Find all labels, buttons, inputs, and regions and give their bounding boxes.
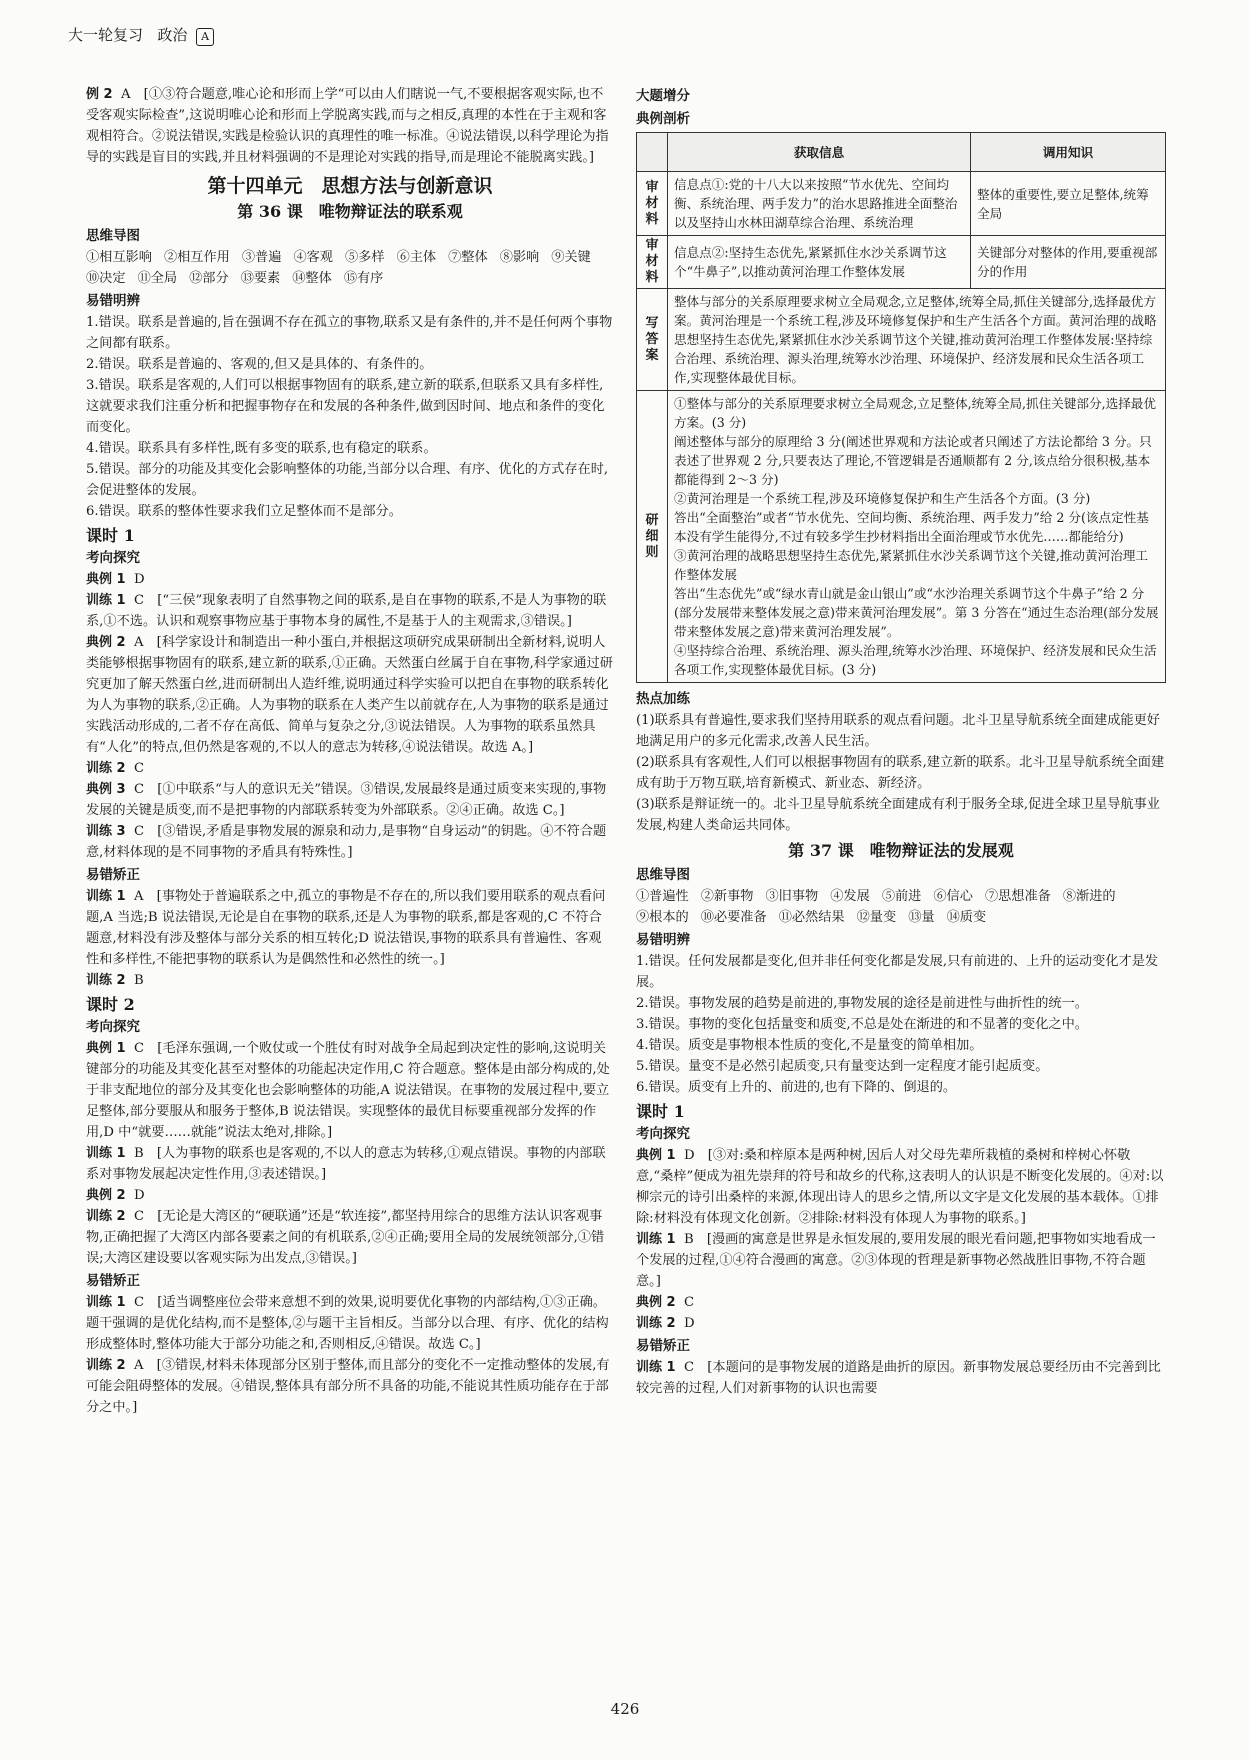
- errors-list-37: [636, 951, 1166, 1098]
- mindmap-item: ⑮有序: [343, 271, 384, 286]
- mindmap-item: ⑧影响: [499, 250, 540, 265]
- knowledge-cell: 关键部分对整体的作用,要重视部分的作用: [971, 236, 1166, 289]
- keshi-1-correction-items-37: [636, 1357, 1166, 1399]
- mindmap-item: ⑪必然结果: [778, 910, 845, 925]
- error-item: 6.错误。质变有上升的、前进的,也有下降的、倒退的。: [636, 1080, 957, 1095]
- answer-item: [636, 1229, 1166, 1292]
- error-item: 2.错误。事物发展的趋势是前进的,事物发展的途径是前进性与曲折性的统一。: [636, 996, 1088, 1011]
- error-item: 1.错误。任何发展都是变化,但并非任何变化都是发展,只有前进的、上升的运动变化才是发展。: [636, 954, 1159, 990]
- error-item: 3.错误。事物的变化包括量变和质变,不总是处在渐进的和不显著的变化之中。: [636, 1017, 1088, 1032]
- answer-text: B: [125, 973, 144, 988]
- dati-heading: 大题增分: [636, 88, 690, 104]
- error-item: 6.错误。联系的整体性要求我们立足整体而不是部分。: [86, 504, 402, 519]
- row-label: 审 材 料: [637, 236, 668, 289]
- col-header-info: 获取信息: [668, 133, 971, 172]
- info-cell: 信息点①:党的十八大以来按照“节水优先、空间均衡、系统治理、两手发力”的治水思路推进全面整治以及坚持山水林田湖草综合治理、系统治理: [668, 172, 971, 236]
- error-item: 4.错误。联系具有多样性,既有多变的联系,也有稳定的联系。: [86, 441, 437, 456]
- errors-list: [86, 312, 614, 522]
- mindmap-item: ⑩必要准备: [700, 910, 767, 925]
- answer-item: [86, 886, 614, 970]
- answer-label: 训练 1: [86, 593, 126, 608]
- book-title: 大一轮复习: [68, 26, 144, 44]
- answer-text: D [③对:桑和梓原本是两种树,因后人对父母先辈所栽植的桑树和梓树心怀敬意,“桑梓”便成为祖先崇拜的符号和故乡的代称,这表明人的认识是不断变化发展的。④对:以柳宗元的诗引出桑梓的来源,体现出诗人的思乡之情,所以文字是文化发展的基本载体。①排除:材料没有体现文化创新。②排除:材料没有体现人为事物的联系。]: [636, 1148, 1164, 1226]
- hot-heading: 热点加练: [636, 691, 690, 707]
- answer-label: 训练 2: [86, 1358, 126, 1373]
- answer-item: [86, 1143, 614, 1185]
- answer-text: D: [675, 1316, 695, 1331]
- mindmap-item: ⑭整体: [292, 271, 332, 286]
- table-row: [637, 391, 1166, 683]
- yicuo-jiaozheng-heading: 易错矫正: [86, 867, 140, 883]
- answer-text: C [本题问的是事物发展的道路是曲折的原因。新事物发展总要经历由不完善到比较完善的过程,人们对新事物的认识也需要: [636, 1360, 1161, 1396]
- mindmap-item: ⑧渐进的: [1062, 889, 1116, 904]
- answer-text: A [事物处于普遍联系之中,孤立的事物是不存在的,所以我们要用联系的观点看问题,A 当选;B 说法错误,无论是自在事物的联系,还是人为事物的联系,都是客观的,C 不符合题意,材料没有涉及整体与部分关系的相互转化;D 说法错误,事物的联系具有普遍性、客观性和多样性,不能把事物的联系认为是偶然性和必然性的统一。]: [86, 889, 606, 967]
- answer-item: [86, 821, 614, 863]
- answer-text: D: [125, 1188, 145, 1203]
- answer-item: [86, 569, 614, 590]
- answer-text: C [适当调整座位会带来意想不到的效果,说明要优化事物的内部结构,①③正确。题干强调的是优化结构,而不是整体,②与题干主旨相反。当部分以合理、有序、优化的结构形成整体时,整体功能大于部分功能之和,否则相反,④错误。故选 C。]: [86, 1295, 609, 1352]
- mindmap-item: ⑩决定: [86, 271, 126, 286]
- answer-text: B [漫画的寓意是世界是永恒发展的,要用发展的眼光看问题,把事物如实地看成一个发展的过程,①④符合漫画的寓意。②③体现的哲理是新事物必然战胜旧事物,不符合题意。]: [636, 1232, 1156, 1289]
- keshi-1-items: [86, 569, 614, 863]
- mindmap-heading: 思维导图: [86, 228, 140, 244]
- mindmap-item: ⑦整体: [448, 250, 488, 265]
- mindmap-item: ⑫部分: [189, 271, 229, 286]
- mindmap-item: ⑥主体: [396, 250, 437, 265]
- mindmap-item: ⑨关键: [551, 250, 591, 265]
- answer-text: C: [125, 761, 145, 776]
- dianli-heading: 典例剖析: [636, 111, 690, 127]
- error-item: 5.错误。部分的功能及其变化会影响整体的功能,当部分以合理、有序、优化的方式存在时,会促进整体的发展。: [86, 462, 609, 498]
- answer-item: [86, 779, 614, 821]
- answer-text: A [科学家设计和制造出一种小蛋白,并根据这项研究成果研制出全新材料,说明人类能够根据事物固有的联系,建立新的联系,①正确。天然蛋白丝属于自在事物,科学家通过研究更加了解天然蛋白丝,进而研制出人造纤维,说明通过科学实验可以把自在事物的联系转化为人为事物的联系,②正确。人为事物的联系在人类产生以前就存在,人为事物的联系是通过实践活动形成的,二者不存在高低、简单与复杂之分,③说法错误。人为事物的联系虽然具有“人化”的特点,但仍然是客观的,不以人的意志为转移,④说法错误。故选 A。]: [86, 635, 613, 755]
- answer-label: 典例 1: [86, 1041, 126, 1056]
- lesson-36-title: 第 36 课 唯物辩证法的联系观: [237, 202, 463, 221]
- analysis-table: [636, 132, 1166, 683]
- hot-item: (2)联系具有客观性,人们可以根据事物固有的联系,建立新的联系。北斗卫星导航系统全面建成有助于万物互联,培育新模式、新业态、新经济。: [636, 755, 1165, 791]
- answer-item: [86, 970, 614, 991]
- answer-text: C [“三侯”现象表明了自然事物之间的联系,是自在事物的联系,不是人为事物的联系,①不选。认识和观察事物应基于事物本身的属性,不是基于人的主观需求,③错误。]: [86, 593, 607, 629]
- answer-label: 训练 3: [86, 824, 126, 839]
- answer-label: 训练 1: [86, 1295, 126, 1310]
- page-number: 426: [610, 1700, 640, 1718]
- mindmap-item: ⑤多样: [345, 250, 385, 265]
- page-header: [68, 24, 214, 46]
- mindmap-item: ⑪全局: [137, 271, 178, 286]
- mindmap-item: ①普遍性: [636, 889, 689, 904]
- table-row: [637, 289, 1166, 391]
- answer-label: 训练 2: [86, 1209, 126, 1224]
- edition-mark: A: [196, 28, 214, 46]
- mindmap-list-37: [636, 886, 1166, 928]
- answer-label: 训练 2: [636, 1316, 676, 1331]
- kaoxiang-heading-37: 考向探究: [636, 1126, 690, 1142]
- answer-text: D: [125, 572, 145, 587]
- mindmap-item: ①相互影响: [86, 250, 152, 265]
- error-item: 3.错误。联系是客观的,人们可以根据事物固有的联系,建立新的联系,但联系又具有多样性,这就要求我们注重分析和把握事物存在和发展的各种条件,做到因时间、地点和条件的变化而变化。: [86, 378, 605, 435]
- mindmap-item: ⑭质变: [946, 910, 987, 925]
- answer-text: C [毛泽东强调,一个败仗或一个胜仗有时对战争全局起到决定性的影响,这说明关键部分的功能及其变化甚至对整体的功能起决定作用,C 符合题意。整体是由部分构成的,处于非支配地位的部分及其变化也会影响整体的功能,A 说法错误。在事物的发展过程中,要立足整体,部分要服从和服务于整体,B 说法错误。实现整体的最优目标要重视部分发挥的作用,D 中“就要……就能”说法太绝对,排除。]: [86, 1041, 610, 1140]
- mindmap-list: [86, 247, 614, 289]
- answer-item: [636, 1145, 1166, 1229]
- answer-text: B [人为事物的联系也是客观的,不以人的意志为转移,①观点错误。事物的内部联系对事物发展起决定性作用,③表述错误。]: [86, 1146, 606, 1182]
- answer-label: 典例 3: [86, 782, 126, 797]
- mindmap-item: ⑥信心: [933, 889, 973, 904]
- answer-label: 典例 2: [636, 1295, 676, 1310]
- col-header-knowledge: 调用知识: [971, 133, 1166, 172]
- mindmap-item: ⑦思想准备: [984, 889, 1051, 904]
- keshi-1-items-37: [636, 1145, 1166, 1334]
- keshi-1-heading-37: 课时 1: [636, 1102, 685, 1121]
- mindmap-item: ②新事物: [700, 889, 754, 904]
- errors-heading: 易错明辨: [86, 293, 140, 309]
- mindmap-item: ⑤前进: [881, 889, 922, 904]
- error-item: 5.错误。量变不是必然引起质变,只有量变达到一定程度才能引起质变。: [636, 1059, 1049, 1074]
- row-label: 写 答 案: [637, 289, 668, 391]
- mindmap-item: ③普遍: [241, 250, 282, 265]
- mindmap-item: ⑬要素: [240, 271, 281, 286]
- mindmap-item: ③旧事物: [765, 889, 819, 904]
- answer-item: [86, 590, 614, 632]
- errors-heading-37: 易错明辨: [636, 932, 690, 948]
- answer-label: 训练 1: [636, 1360, 676, 1375]
- error-item: 2.错误。联系是普遍的、客观的,但又是具体的、有条件的。: [86, 357, 433, 372]
- answer-label: 典例 1: [86, 572, 126, 587]
- error-item: 4.错误。质变是事物根本性质的变化,不是量变的简单相加。: [636, 1038, 983, 1053]
- row-label: 审 材 料: [637, 172, 668, 236]
- error-item: 1.错误。联系是普遍的,旨在强调不存在孤立的事物,联系又是有条件的,并不是任何两个事物之间都有联系。: [86, 315, 613, 351]
- answer-text: C [③错误,矛盾是事物发展的源泉和动力,是事物“自身运动”的钥匙。④不符合题意,材料体现的是不同事物的矛盾具有特殊性。]: [86, 824, 607, 860]
- example-2: 例 2 A [①③符合题意,唯心论和形而上学“可以由人们瞎说一气,不要根据客观实际,也不受客观实际检查”,这说明唯心论和形而上学脱离实践,而与之相反,真理的本性在于主观和客观相符合。②说法错误,实践是检验认识的真理性的唯一标准。④说法错误,以科学理论为指导的实践是盲目的实践,并且材料强调的不是理论对实践的指导,而是理论不能脱离实践。]: [86, 87, 609, 165]
- info-cell: 信息点②:坚持生态优先,紧紧抓住水沙关系调节这个“牛鼻子”,以推动黄河治理工作整体发展: [668, 236, 971, 289]
- answer-item: [636, 1292, 1166, 1313]
- mindmap-item: ⑫量变: [856, 910, 897, 925]
- mindmap-item: ⑨根本的: [636, 910, 689, 925]
- answer-label: 训练 2: [86, 973, 126, 988]
- kaoxiang-heading: 考向探究: [86, 550, 140, 566]
- keshi-1-correction-items: [86, 886, 614, 991]
- answer-item: [636, 1313, 1166, 1334]
- mindmap-heading-37: 思维导图: [636, 867, 690, 883]
- knowledge-cell: 整体的重要性,要立足整体,统筹全局: [971, 172, 1166, 236]
- answer-label: 训练 1: [636, 1232, 676, 1247]
- keshi-2-heading: 课时 2: [86, 995, 135, 1014]
- answer-item: [636, 1357, 1166, 1399]
- hot-list: [636, 710, 1166, 836]
- subject-title: 政治: [157, 26, 188, 44]
- answer-label: 典例 2: [86, 635, 126, 650]
- answer-item: [86, 1185, 614, 1206]
- answer-label: 训练 1: [86, 889, 126, 904]
- yicuo-jiaozheng-heading-2: 易错矫正: [86, 1273, 140, 1289]
- hot-item: (1)联系具有普遍性,要求我们坚持用联系的观点看问题。北斗卫星导航系统全面建成能更好地满足用户的多元化需求,改善人民生活。: [636, 713, 1160, 749]
- answer-text: C [①中联系“与人的意识无关”错误。③错误,发展最终是通过质变来实现的,事物发展的关键是质变,而不是把事物的内部联系转变为外部联系。②④正确。故选 C。]: [86, 782, 607, 818]
- right-column: [636, 84, 1166, 1399]
- mindmap-item: ⑬量: [908, 910, 935, 925]
- answer-item: [86, 632, 614, 758]
- answer-text: C: [675, 1295, 695, 1310]
- answer-label: 典例 2: [86, 1188, 126, 1203]
- answer-item: [86, 758, 614, 779]
- mindmap-item: ②相互作用: [163, 250, 230, 265]
- keshi-2-items: [86, 1038, 614, 1269]
- mindmap-item: ④发展: [830, 889, 870, 904]
- row-label: 研 细 则: [637, 391, 668, 683]
- answer-text: C [无论是大湾区的“硬联通”还是“软连接”,都坚持用综合的思维方法认识客观事物,正确把握了大湾区内部各要素之间的有机联系,②④正确;要用全局的发展统领部分,①错误;大湾区建设要以客观实际为出发点,③错误。]: [86, 1209, 605, 1266]
- answer-text: A [③错误,材料未体现部分区别于整体,而且部分的变化不一定推动整体的发展,有可能会阻碍整体的发展。④错误,整体具有部分所不具备的功能,不能说其性质功能存在于部分之中。]: [86, 1358, 610, 1415]
- answer-item: [86, 1292, 614, 1355]
- yicuo-jiaozheng-heading-37: 易错矫正: [636, 1338, 690, 1354]
- lesson-37-title: 第 37 课 唯物辩证法的发展观: [788, 841, 1014, 860]
- kaoxiang-heading-2: 考向探究: [86, 1019, 140, 1035]
- table-row: [637, 172, 1166, 236]
- mindmap-item: ④客观: [293, 250, 333, 265]
- answer-item: [86, 1355, 614, 1418]
- answer-cell: 整体与部分的关系原理要求树立全局观念,立足整体,统筹全局,抓住关键部分,选择最优方案。黄河治理是一个系统工程,涉及环境修复保护和生产生活各个方面。黄河治理的战略思想坚持生态优先,紧紧抓住水沙关系调节这个关键,推动黄河治理工作整体发展:坚持综合治理、系统治理、源头治理,统筹水沙治理、环境保护、经济发展和民众生活各项工作,实现整体最优目标。: [668, 289, 1166, 391]
- answer-label: 训练 1: [86, 1146, 126, 1161]
- left-column: [86, 84, 614, 1418]
- hot-item: (3)联系是辩证统一的。北斗卫星导航系统全面建成有利于服务全球,促进全球卫星导航事业发展,构建人类命运共同体。: [636, 797, 1160, 833]
- table-row: [637, 236, 1166, 289]
- answer-label: 典例 1: [636, 1148, 676, 1163]
- answer-item: [86, 1206, 614, 1269]
- keshi-1-heading: 课时 1: [86, 526, 135, 545]
- answer-label: 训练 2: [86, 761, 126, 776]
- answer-item: [86, 1038, 614, 1143]
- scoring-rules-cell: ①整体与部分的关系原理要求树立全局观念,立足整体,统筹全局,抓住关键部分,选择最优方案。(3 分) 阐述整体与部分的原理给 3 分(阐述世界观和方法论或者只阐述了方法论都给 3 分。只表述了世界观 2 分,只要表达了理论,不管逻辑是否通顺都有 2 分,该点给分很积极,基本都能得到 2～3 分) ②黄河治理是一个系统工程,涉及环境修复保护和生产生活各个方面。(3 分) 答出“全面整治”或者“节水优先、空间均衡、系统治理、两手发力”给 2 分(该点定性基本没有学生能得分,不过有较多学生抄材料指出全面治理或节水优先……都能给分) ③黄河治理的战略思想坚持生态优先,紧紧抓住水沙关系调节这个关键,推动黄河治理工作整体发展 答出“生态优先”或“绿水青山就是金山银山”或“水沙治理关系调节这个牛鼻子”给 2 分(部分发展带来整体发展之意)带来黄河治理发展”。第 3 分答在“通过生态治理(部分发展带来整体发展之意)带来黄河治理发展”。 ④坚持综合治理、系统治理、源头治理,统筹水沙治理、环境保护、经济发展和民众生活各项工作,实现整体最优目标。(3 分): [668, 391, 1166, 683]
- unit-title: 第十四单元 思想方法与创新意识: [207, 175, 493, 197]
- keshi-2-correction-items: [86, 1292, 614, 1418]
